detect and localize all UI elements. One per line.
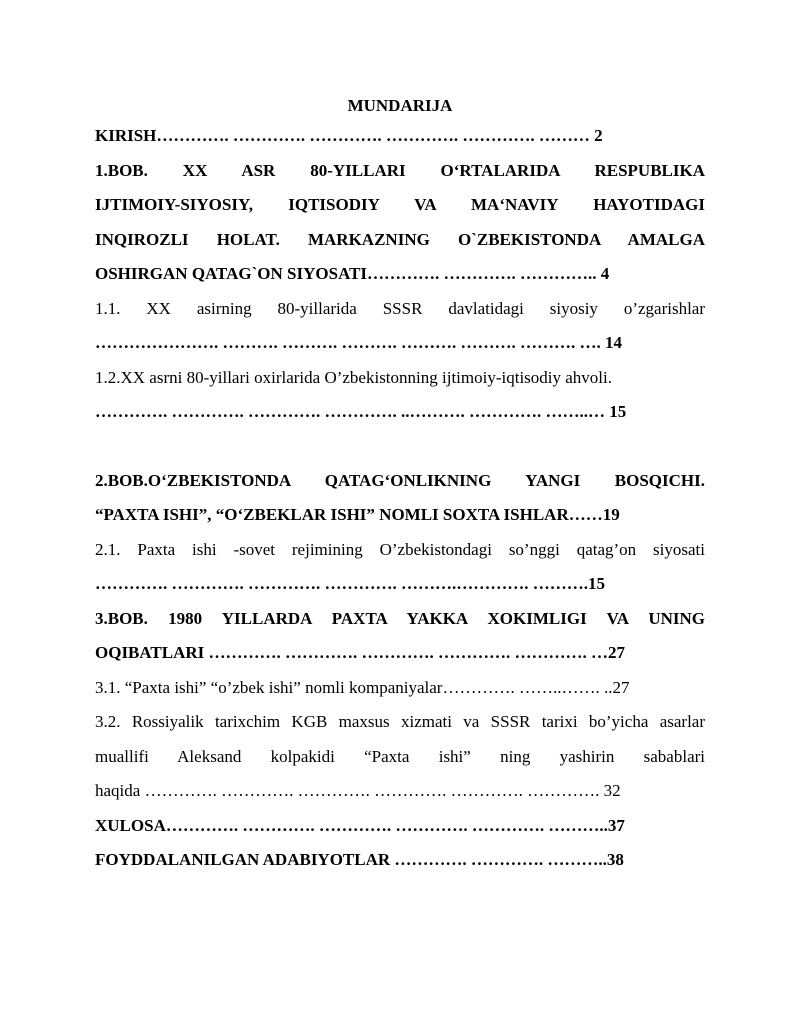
toc-line: 1.BOB. XX ASR 80-YILLARI O‘RTALARIDA RESPUBLIKA: [95, 160, 705, 180]
toc-line: XULOSA…………. …………. …………. …………. …………. ………..37: [95, 815, 625, 835]
table-of-contents: [95, 93, 705, 878]
toc-line: “PAXTA ISHI”, “O‘ZBEKLAR ISHI” NOMLI SOXTA ISHLAR……19: [95, 505, 620, 524]
toc-line: KIRISH…………. …………. …………. …………. …………. ……… 2: [95, 126, 603, 145]
toc-line: INQIROZLI HOLAT. MARKAZNING O`ZBEKISTONDA AMALGA: [95, 229, 705, 249]
toc-spacer: [95, 430, 705, 464]
toc-line: OQIBATLARI …………. …………. …………. …………. …………. …27: [95, 643, 626, 662]
toc-line: 3.BOB. 1980 YILLARDA PAXTA YAKKA XOKIMLIGI VA UNING: [95, 608, 705, 628]
toc-line: …………………. ………. ………. ………. ………. ………. ………. …. 14: [95, 333, 622, 352]
toc-line: 3.1. “Paxta ishi” “o’zbek ishi” nomli kompaniyalar…………. ……..……. ..27: [95, 677, 630, 697]
toc-line: 1.2.XX asrni 80-yillari oxirlarida O’zbekistonning ijtimoiy-iqtisodiy ahvoli.: [95, 367, 613, 387]
toc-line: …………. …………. …………. …………. ……….…………. ……….15: [95, 574, 605, 593]
toc-lines: [95, 119, 705, 878]
toc-line: FOYDDALANILGAN ADABIYOTLAR …………. …………. ………..38: [95, 850, 624, 869]
toc-title: MUNDARIJA: [347, 96, 453, 115]
toc-line: haqida …………. …………. …………. …………. …………. …………. 32: [95, 781, 621, 800]
toc-line: muallifi Aleksand kolpakidi “Paxta ishi” ning yashirin sabablari: [95, 746, 705, 766]
toc-line: 2.1. Paxta ishi -sovet rejimining O’zbekistondagi so’nggi qatag’on siyosati: [95, 539, 705, 559]
toc-line: IJTIMOIY-SIYOSIY, IQTISODIY VA MA‘NAVIY HAYOTIDAGI: [95, 195, 705, 214]
toc-line: …………. …………. …………. …………. ..………. …………. ……..… 15: [95, 402, 627, 421]
toc-line: 1.1. XX asirning 80-yillarida SSSR davlatidagi siyosiy o’zgarishlar: [95, 298, 705, 318]
toc-line: 2.BOB.O‘ZBEKISTONDA QATAG‘ONLIKNING YANGI BOSQICHI.: [95, 470, 705, 490]
toc-line: 3.2. Rossiyalik tarixchim KGB maxsus xizmati va SSSR tarixi bo’yicha asarlar: [95, 712, 705, 731]
toc-line: OSHIRGAN QATAG`ON SIYOSATI…………. …………. ………….. 4: [95, 264, 610, 283]
